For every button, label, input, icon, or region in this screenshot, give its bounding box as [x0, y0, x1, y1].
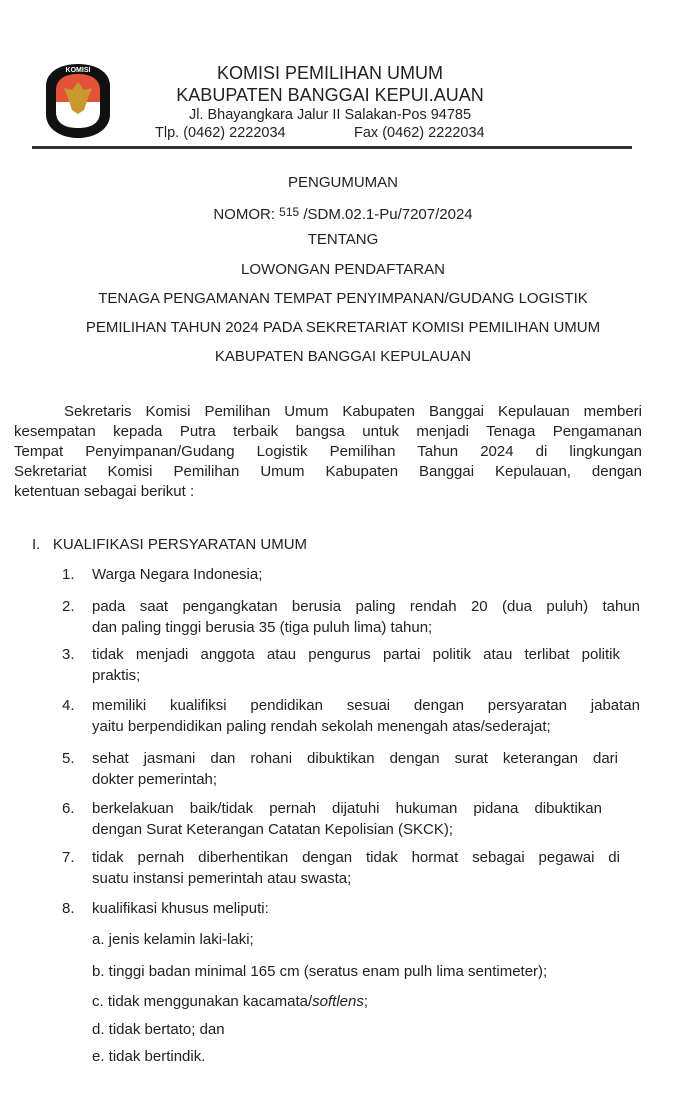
sub-item: d. tidak bertato; dan	[92, 1021, 225, 1038]
org-fax: Fax (0462) 2222034	[354, 125, 485, 141]
item-text: dokter pemerintah;	[92, 771, 218, 788]
svg-text:KOMISI: KOMISI	[65, 67, 91, 74]
intro-line: kesempatan kepada Putra terbaik bangsa untuk menjadi Tenaga Pengamanan	[14, 423, 642, 440]
sub-item	[92, 993, 368, 1011]
org-phone: Tlp. (0462) 2222034	[155, 125, 286, 141]
header-rule	[32, 146, 632, 149]
item-number: 5.	[62, 750, 75, 767]
number-suffix: /SDM.02.1-Pu/7207/2024	[299, 206, 473, 223]
item-number: 8.	[62, 900, 75, 917]
org-region: KABUPATEN BANGGAI KEPUI.AUAN	[176, 85, 484, 105]
item-text: tidak pernah diberhentikan dengan tidak hormat sebagai pegawai di	[92, 849, 620, 866]
doc-title-3: PEMILIHAN TAHUN 2024 PADA SEKRETARIAT KOMISI PEMILIHAN UMUM	[85, 319, 601, 336]
sub-item-end: ;	[363, 993, 369, 1010]
number-prefix: NOMOR:	[213, 206, 280, 223]
item-text: pada saat pengangkatan berusia paling rendah 20 (dua puluh) tahun	[92, 598, 640, 615]
doc-number	[0, 203, 686, 224]
sub-item: a. jenis kelamin laki-laki;	[92, 931, 254, 948]
sub-item: b. tinggi badan minimal 165 cm (seratus enam pulh lima sentimeter);	[92, 963, 548, 980]
org-address: Jl. Bhayangkara Jalur II Salakan-Pos 94785	[188, 107, 472, 123]
section-heading: I. KUALIFIKASI PERSYARATAN UMUM	[32, 536, 308, 553]
intro-line: Tempat Penyimpanan/Gudang Logistik Pemilihan Tahun 2024 di lingkungan	[14, 443, 642, 460]
org-name: KOMISI PEMILIHAN UMUM	[216, 63, 444, 83]
item-text: tidak menjadi anggota atau pengurus partai politik atau terlibat politik	[92, 646, 620, 663]
item-text: kualifikasi khusus meliputi:	[92, 900, 269, 917]
item-text: yaitu berpendidikan paling rendah sekolah menengah atas/sederajat;	[92, 718, 551, 735]
kpu-logo	[44, 62, 112, 140]
sub-item-text: c. tidak menggunakan kacamata/	[92, 993, 313, 1010]
handwritten-number: 515	[279, 205, 300, 219]
item-number: 4.	[62, 697, 75, 714]
item-text: suatu instansi pemerintah atau swasta;	[92, 870, 352, 887]
intro-line: ketentuan sebagai berikut :	[14, 483, 195, 500]
doc-title-4: KABUPATEN BANGGAI KEPULAUAN	[214, 348, 472, 365]
doc-title-1: LOWONGAN PENDAFTARAN	[241, 261, 445, 278]
item-text: berkelakuan baik/tidak pernah dijatuhi hukuman pidana dibuktikan	[92, 800, 602, 817]
item-text: dan paling tinggi berusia 35 (tiga puluh lima) tahun;	[92, 619, 433, 636]
item-number: 6.	[62, 800, 75, 817]
item-text: memiliki kualifiksi pendidikan sesuai dengan persyaratan jabatan	[92, 697, 640, 714]
item-text: Warga Negara Indonesia;	[92, 566, 263, 583]
item-number: 2.	[62, 598, 75, 615]
item-text: sehat jasmani dan rohani dibuktikan dengan surat keterangan dari	[92, 750, 618, 767]
doc-about: TENTANG	[307, 231, 379, 248]
item-text: praktis;	[92, 667, 141, 684]
intro-line: Sekretaris Komisi Pemilihan Umum Kabupaten Banggai Kepulauan memberi	[64, 403, 642, 420]
item-text: dengan Surat Keterangan Catatan Kepolisian (SKCK);	[92, 821, 454, 838]
item-number: 1.	[62, 566, 75, 583]
item-number: 7.	[62, 849, 75, 866]
sub-item: e. tidak bertindik.	[92, 1048, 206, 1065]
item-number: 3.	[62, 646, 75, 663]
doc-heading: PENGUMUMAN	[287, 174, 398, 191]
intro-line: Sekretariat Komisi Pemilihan Umum Kabupaten Banggai Kepulauan, dengan	[14, 463, 642, 480]
sub-item-italic: softlens	[312, 993, 364, 1010]
doc-title-2: TENAGA PENGAMANAN TEMPAT PENYIMPANAN/GUDANG LOGISTIK	[98, 290, 588, 307]
